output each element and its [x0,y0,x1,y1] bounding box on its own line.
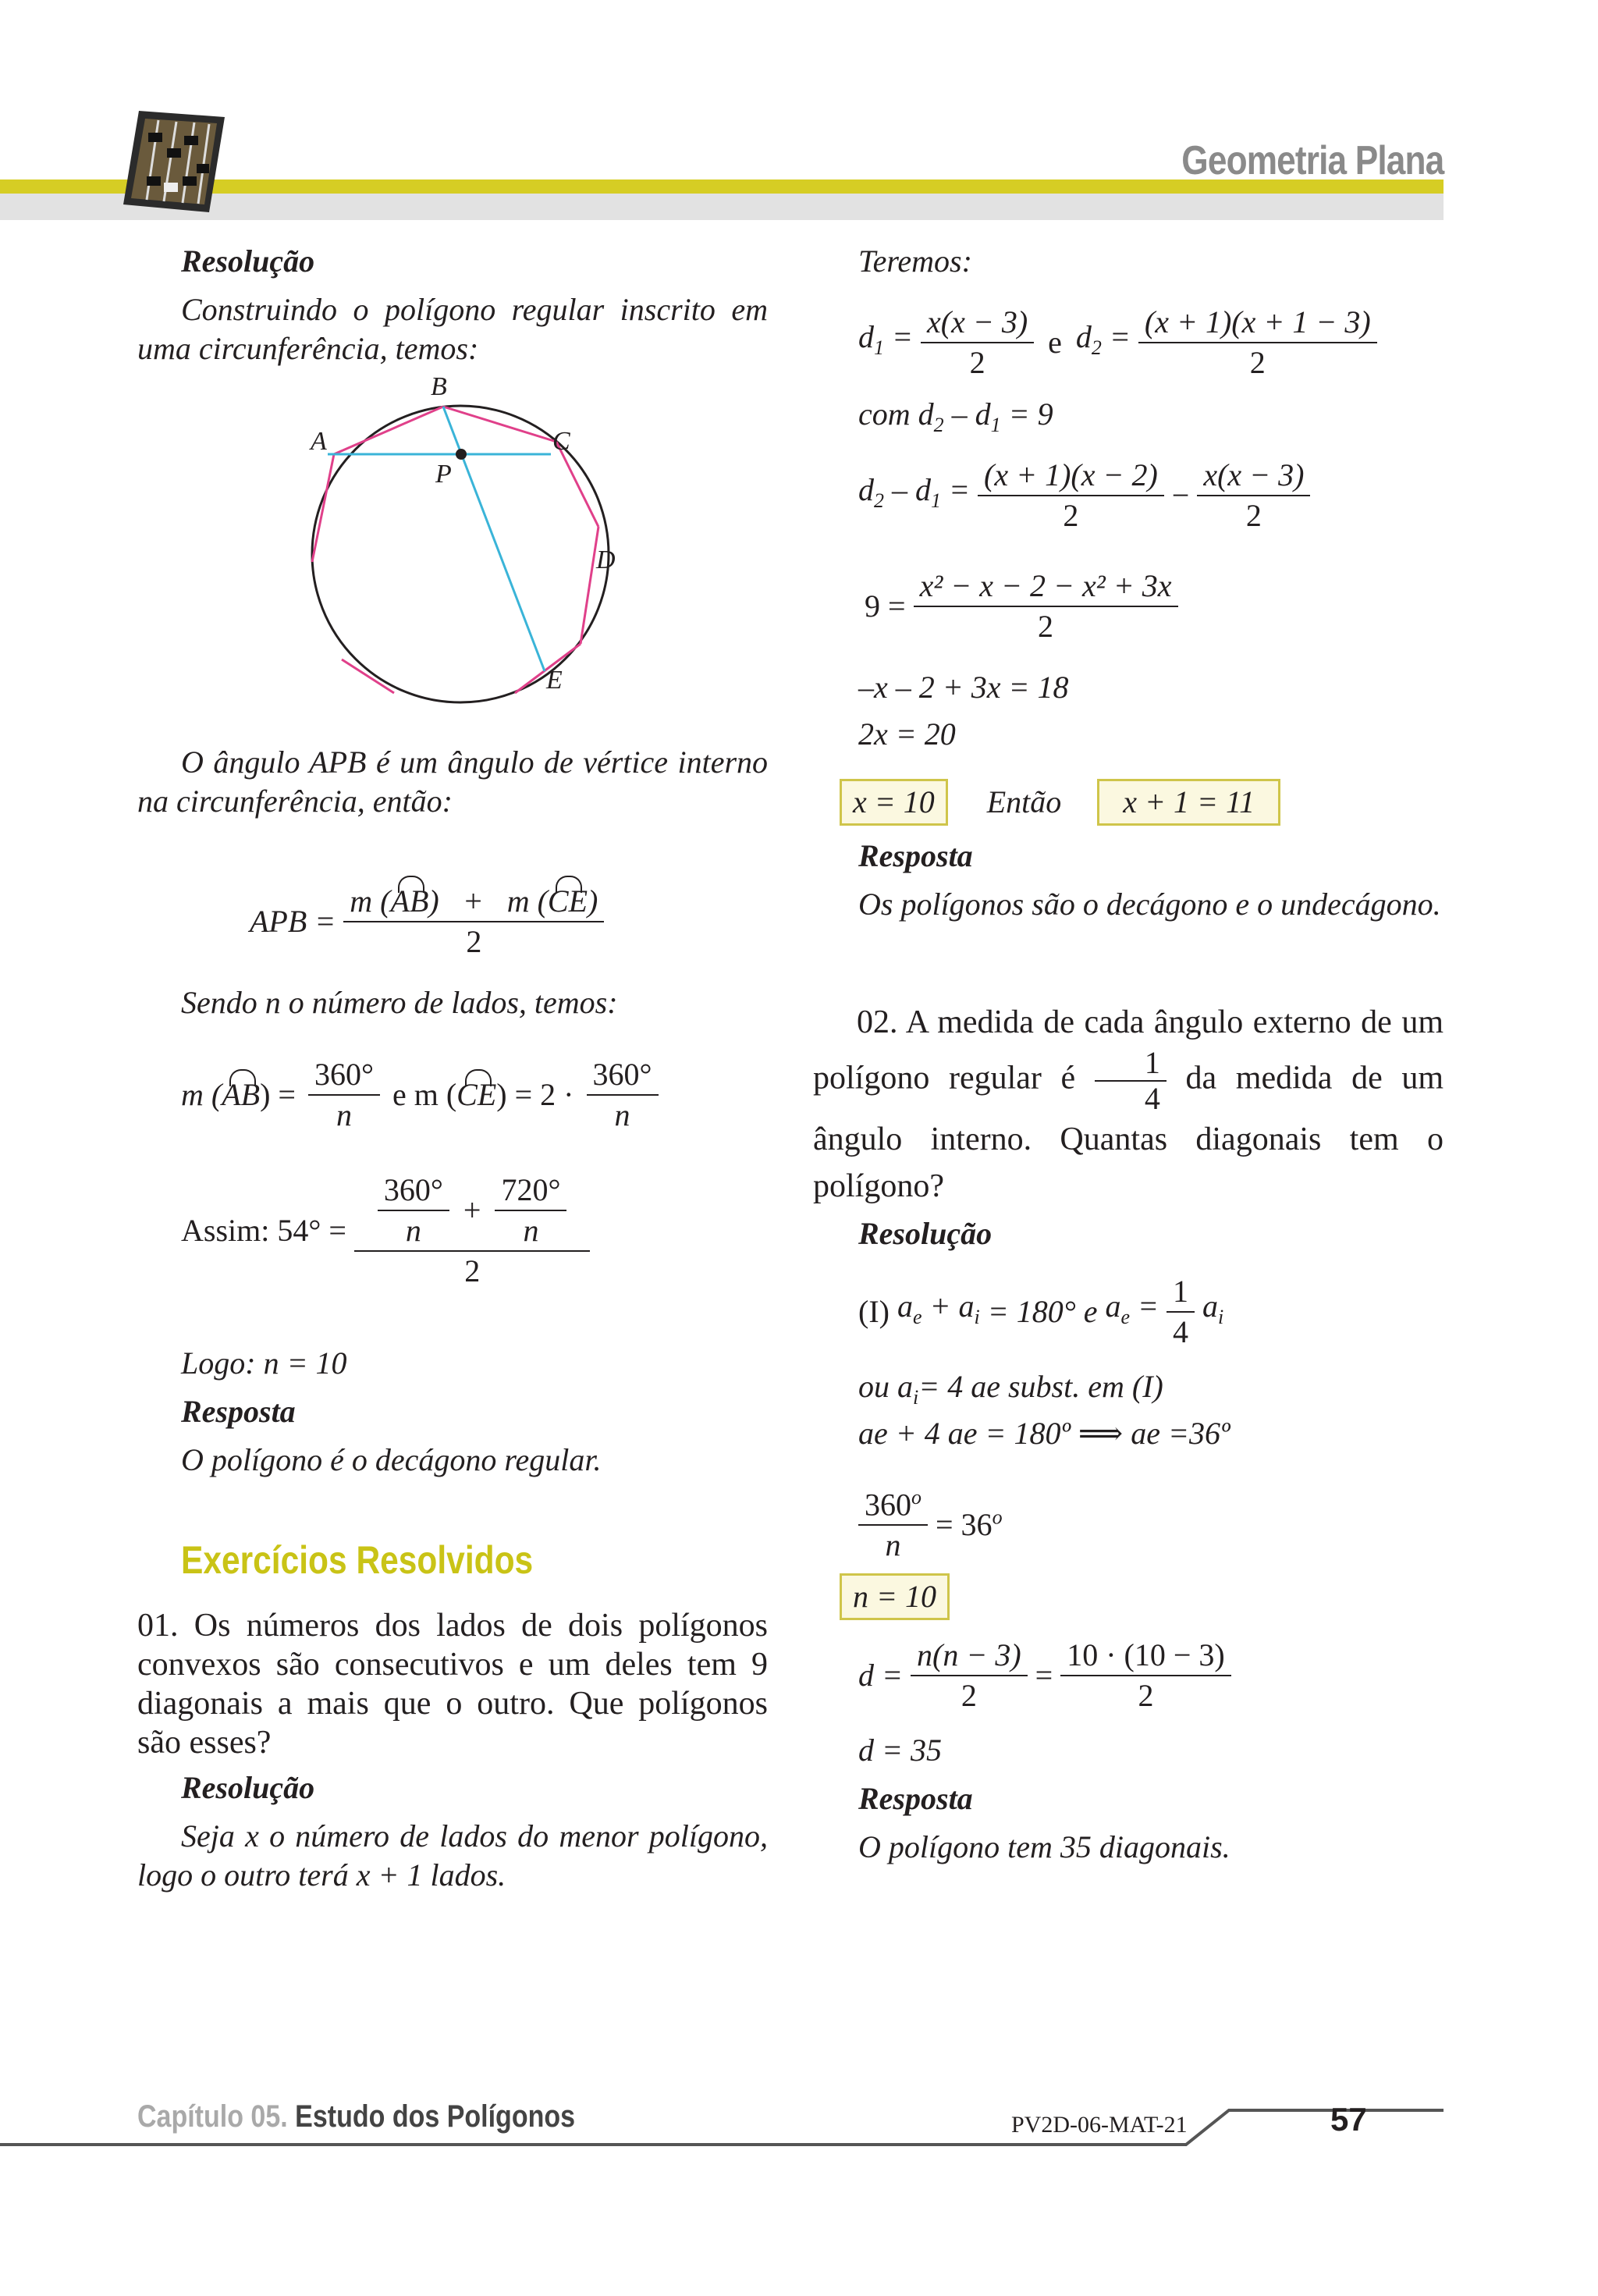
polygon-side [342,659,394,693]
com-prefix: com d [858,396,934,432]
eq1-fraction [343,882,604,961]
resposta-heading-1: Resposta [181,1394,296,1429]
eq2-d: ) = 2 · [496,1077,574,1112]
diff-lhs: $d_2 - d_1$ = [858,472,970,512]
eq3-denominator: 2 [464,1253,481,1288]
resposta-text-2: Os polígonos são o decágono e o undecágono. [858,887,1441,922]
eq1-num-a: m ( [350,883,391,919]
diff-minus: − [1171,478,1190,513]
equation-assim [181,1171,590,1291]
diff-num2: x(x − 3) [1197,456,1310,496]
eq1-denominator: 2 [466,924,482,959]
box-n: n = 10 [840,1573,950,1620]
diff-fraction-2 [1197,456,1310,535]
label-a: A [311,427,327,456]
d-fraction-2 [1060,1636,1231,1715]
section-title: Exercícios Resolvidos [181,1538,534,1582]
ou-rest: = 4 ae subst. em (I) [918,1369,1163,1404]
eqI-ai: $a_i$ [1202,1288,1224,1328]
angulo-text-2: é um ângulo de vértice interno na circunferência, então: [137,745,769,819]
chord-be [443,407,545,671]
ae-line-b: ae =36º [1131,1416,1230,1451]
seja-text-content: Seja x o número de lados do menor polígono, logo o outro terá x + 1 lados. [137,1818,768,1893]
eq2-arc-ab: AB [222,1075,260,1114]
d1-denominator: 2 [969,345,985,380]
intro-text-content: Construindo o polígono regular inscrito em uma circunferência, temos: [137,292,768,366]
question-01 [137,1606,768,1762]
sendo-text: Sendo n o número de lados, temos: [181,985,618,1020]
d-num1: n(n − 3) [911,1636,1028,1676]
footer-chapter [137,2099,575,2134]
angulo-apb: APB [309,745,367,780]
eq3-n1: 360° [378,1171,449,1211]
eq2-c: e m ( [392,1077,457,1112]
teremos: Teremos: [858,243,972,279]
com-rest: = 9 [1008,396,1053,432]
label-c: C [552,427,570,456]
eqI-fraction [1167,1272,1195,1352]
d1-symbol: d [858,319,874,354]
abacus-logo [115,101,233,219]
question-02-a: 02. A medida de cada ângulo externo de um polígono regular é [813,1004,1444,1096]
angulo-text [137,743,768,821]
resolucao-heading-1: Resolução [181,243,315,279]
equation-I [858,1272,1223,1352]
nine-lhs: 9 = [865,588,906,624]
d-equals: = [1035,1658,1053,1693]
d2-symbol: d [1075,319,1092,354]
d-den1: 2 [961,1678,977,1713]
com-line: com $d_2 - d_1 = 9$ [858,396,1053,436]
eq3-plus: + [463,1192,481,1228]
eq2-a: m ( [181,1077,222,1112]
footer-chapter-label: Capítulo 05. [137,2099,288,2134]
eq3-sub-frac-2 [495,1171,566,1250]
eq2-den2: n [614,1097,630,1132]
label-p: P [435,460,452,489]
diff-fraction-1 [978,456,1164,535]
eq360-num-value: 360 [865,1487,911,1523]
line-a: –x – 2 + 3x = 18 [858,670,1069,705]
eq3-fraction [354,1171,591,1291]
logo-line: Logo: n = 10 [181,1345,347,1381]
equation-360 [858,1478,1003,1565]
diff-num1: (x + 1)(x − 2) [978,456,1164,496]
diff-den1: 2 [1063,498,1079,533]
box-x: x = 10 [840,779,948,826]
eqI-b: = 180° e [987,1294,1098,1329]
eq1-num-b: ) + m ( [428,883,548,919]
eq3-sub-frac-1 [378,1171,449,1250]
box-x1: x + 1 = 11 [1097,779,1280,826]
q02-frac-den: 4 [1144,1081,1160,1116]
d2-lhs: $d_2$ = [1075,319,1131,359]
nine-numerator: x² − x − 2 − x² + 3x [914,567,1178,607]
eq360-den: n [885,1527,901,1563]
question-02-fraction [1095,1046,1167,1116]
resolucao-heading-2: Resolução [181,1770,315,1805]
d2-denominator: 2 [1249,345,1266,380]
nine-denominator: 2 [1038,609,1054,644]
label-d: D [596,546,616,574]
eq1-arc-ab: AB [391,882,429,921]
header-title: Geometria Plana [1181,138,1444,183]
eq1-num-c: ) [588,883,598,919]
diff-den2: 2 [1245,498,1262,533]
eq3-lhs: Assim: 54° = [181,1213,346,1248]
eq2-den1: n [336,1097,352,1132]
eqI-label: (I) [858,1294,890,1329]
ae-line [858,1414,1230,1453]
q02-frac-num: 1 [1095,1046,1167,1082]
eq360-rhs-value: = 36 [936,1507,993,1543]
ou-prefix: ou a [858,1369,913,1404]
d2-fraction [1138,303,1377,382]
question-02 [813,999,1444,1210]
d2-numerator: (x + 1)(x + 1 − 3) [1138,303,1377,343]
eq360-fraction [858,1478,928,1565]
eq2-arc-ce: CE [456,1075,496,1114]
eq360-num: 360$^o$ [858,1478,928,1526]
entao: Então [986,784,1062,819]
d1-lhs: $d_1$ = [858,319,913,359]
polygon-side [312,454,334,562]
d35-line: d = 35 [858,1733,942,1768]
eqI-ae: $a_e$ = [1105,1288,1159,1328]
line-b: 2x = 20 [858,716,956,752]
e-conjunction: e [1048,325,1062,360]
eq2-fraction-2 [587,1055,659,1135]
equation-d1-d2 [858,303,1377,382]
question-01-text: 01. Os números dos lados de dois polígonos convexos são consecutivos e um deles tem 9 diagonais a mais que o outro. Que polígonos são esses? [137,1608,768,1761]
eq2-num2: 360° [587,1055,659,1096]
equation-diff [858,456,1310,535]
eq1-arc-ce: CE [548,882,588,921]
equation-d [858,1636,1231,1715]
d-lhs: d = [858,1658,903,1693]
eq2-b: ) = [260,1077,296,1112]
footer-code: PV2D-06-MAT-21 [1011,2112,1188,2138]
eq1-numerator [343,882,604,922]
question-02-b: da medida de um ângulo interno. Quantas diagonais tem o polígono? [813,1060,1444,1204]
eq3-d2: n [523,1213,539,1248]
d1-fraction [921,303,1034,382]
footer-page-number: 57 [1330,2101,1367,2138]
intro-text [137,290,768,368]
eq3-d1: n [405,1213,421,1248]
nine-fraction [914,567,1178,646]
equation-nine [865,567,1178,646]
polygon-side [334,407,443,454]
eq2-num1: 360° [308,1055,380,1096]
label-b: B [431,372,447,401]
eqI-den: 4 [1173,1314,1189,1349]
footer-chapter-title: Estudo dos Polígonos [295,2099,576,2134]
resposta-heading-3: Resposta [858,1781,973,1816]
eq360-rhs: = $36^o$ [936,1506,1003,1543]
equation-arcs [181,1055,659,1135]
label-e: E [546,666,563,695]
eq1-lhs: APB = [250,904,336,939]
d-den2: 2 [1138,1678,1154,1713]
seja-text [137,1817,768,1895]
d-num2: 10 · (10 − 3) [1060,1636,1231,1676]
equation-apb [250,882,604,961]
resposta-text-1: O polígono é o decágono regular. [181,1442,602,1477]
ae-line-a: ae + 4 ae = 180º [858,1416,1071,1451]
box-n-row [840,1573,950,1620]
implies-icon: ⟹ [1078,1416,1124,1451]
result-row [840,779,1280,826]
eq3-numerator [354,1171,591,1252]
point-p [456,449,467,460]
d1-numerator: x(x − 3) [921,303,1034,343]
eqI-num: 1 [1167,1272,1195,1313]
resolucao-heading-3: Resolução [858,1216,993,1251]
resposta-heading-2: Resposta [858,838,973,873]
polygon-figure [265,367,640,710]
d-fraction-1 [911,1636,1028,1715]
ou-line: ou $a_i= 4$ ae subst. em (I) [858,1369,1163,1409]
eq2-fraction-1 [308,1055,380,1135]
eqI-sum: $a_e + a_i$ [897,1288,980,1328]
resposta-text-3: O polígono tem 35 diagonais. [858,1829,1230,1864]
diff-symbol: d [858,472,874,507]
angulo-text-1: O ângulo [181,745,300,780]
eq3-n2: 720° [495,1171,566,1211]
